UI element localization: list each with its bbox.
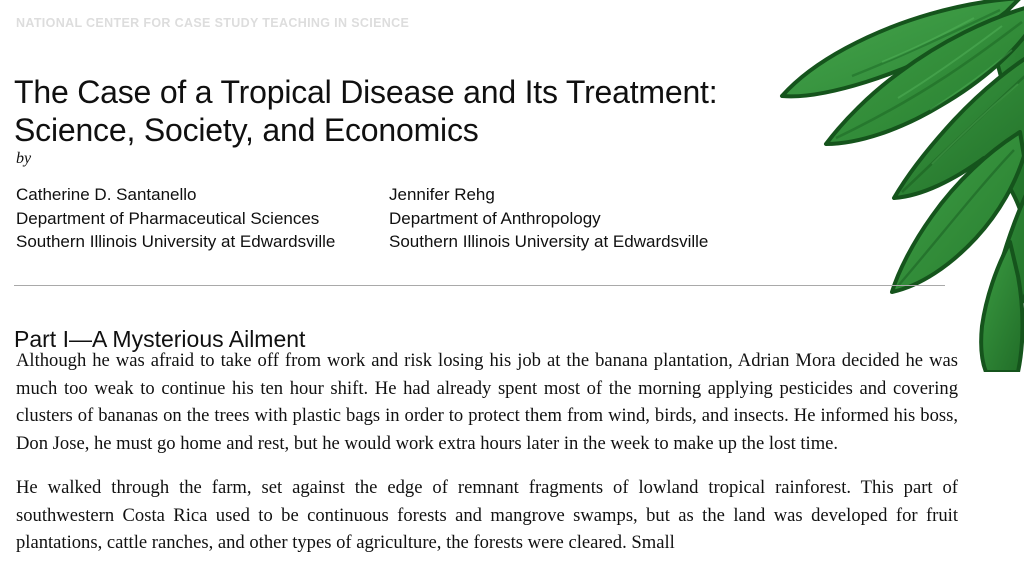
author-department: Department of Pharmaceutical Sciences: [16, 208, 320, 228]
leaf-second: [826, 6, 1024, 144]
leaf-lowest-tip: [981, 242, 1022, 372]
body-text: [16, 347, 958, 557]
tropical-leaves-illustration: [774, 0, 1024, 372]
leaf-fourth: [892, 132, 1024, 292]
header-divider-rule: [14, 285, 945, 286]
body-paragraph-2: He walked through the farm, set against the edge of remnant fragments of lowland tropical rainforest. This part of southwestern Costa Rica used to be continuous forests and mangrove swamps, but as the land was developed for fruit plantations, cattle ranches, and other types of agriculture, the forests were cleared. Small: [16, 477, 958, 553]
author-institution: Southern Illinois University at Edwardsville: [389, 232, 709, 251]
author-name: Jennifer Rehg: [389, 185, 495, 204]
page-title-line-2: Science, Society, and Economics: [14, 112, 479, 149]
leaf-upper-left: [782, 0, 1020, 96]
author-column-2: [389, 183, 708, 254]
series-header-label: NATIONAL CENTER FOR CASE STUDY TEACHING IN SCIENCE: [16, 16, 410, 30]
page-title-line-1: The Case of a Tropical Disease and Its Treatment:: [14, 74, 718, 111]
author-department: Department of Anthropology: [389, 208, 601, 228]
author-block: [16, 183, 776, 254]
body-paragraph-1: Although he was afraid to take off from work and risk losing his job at the banana plantation, Adrian Mora decided he was much too weak to continue his ten hour shift. He had already spent most of the morning applying pesticides and covering clusters of bananas on the trees with plastic bags in order to protect them from wind, birds, and insects. He informed his boss, Don Jose, he must go home and rest, but he would work extra hours later in the week to make up the lost time.: [16, 350, 958, 454]
leaf-cluster-back: [988, 0, 1024, 228]
section-heading: Part I—A Mysterious Ailment: [14, 326, 306, 353]
leaf-lower-right: [990, 162, 1024, 344]
page-title: [14, 73, 754, 149]
author-institution: Southern Illinois University at Edwardsville: [16, 232, 336, 251]
author-name: Catherine D. Santanello: [16, 185, 197, 204]
author-column-1: [16, 183, 389, 254]
leaf-third-serrated: [894, 48, 1024, 198]
byline-by-label: by: [16, 150, 32, 167]
